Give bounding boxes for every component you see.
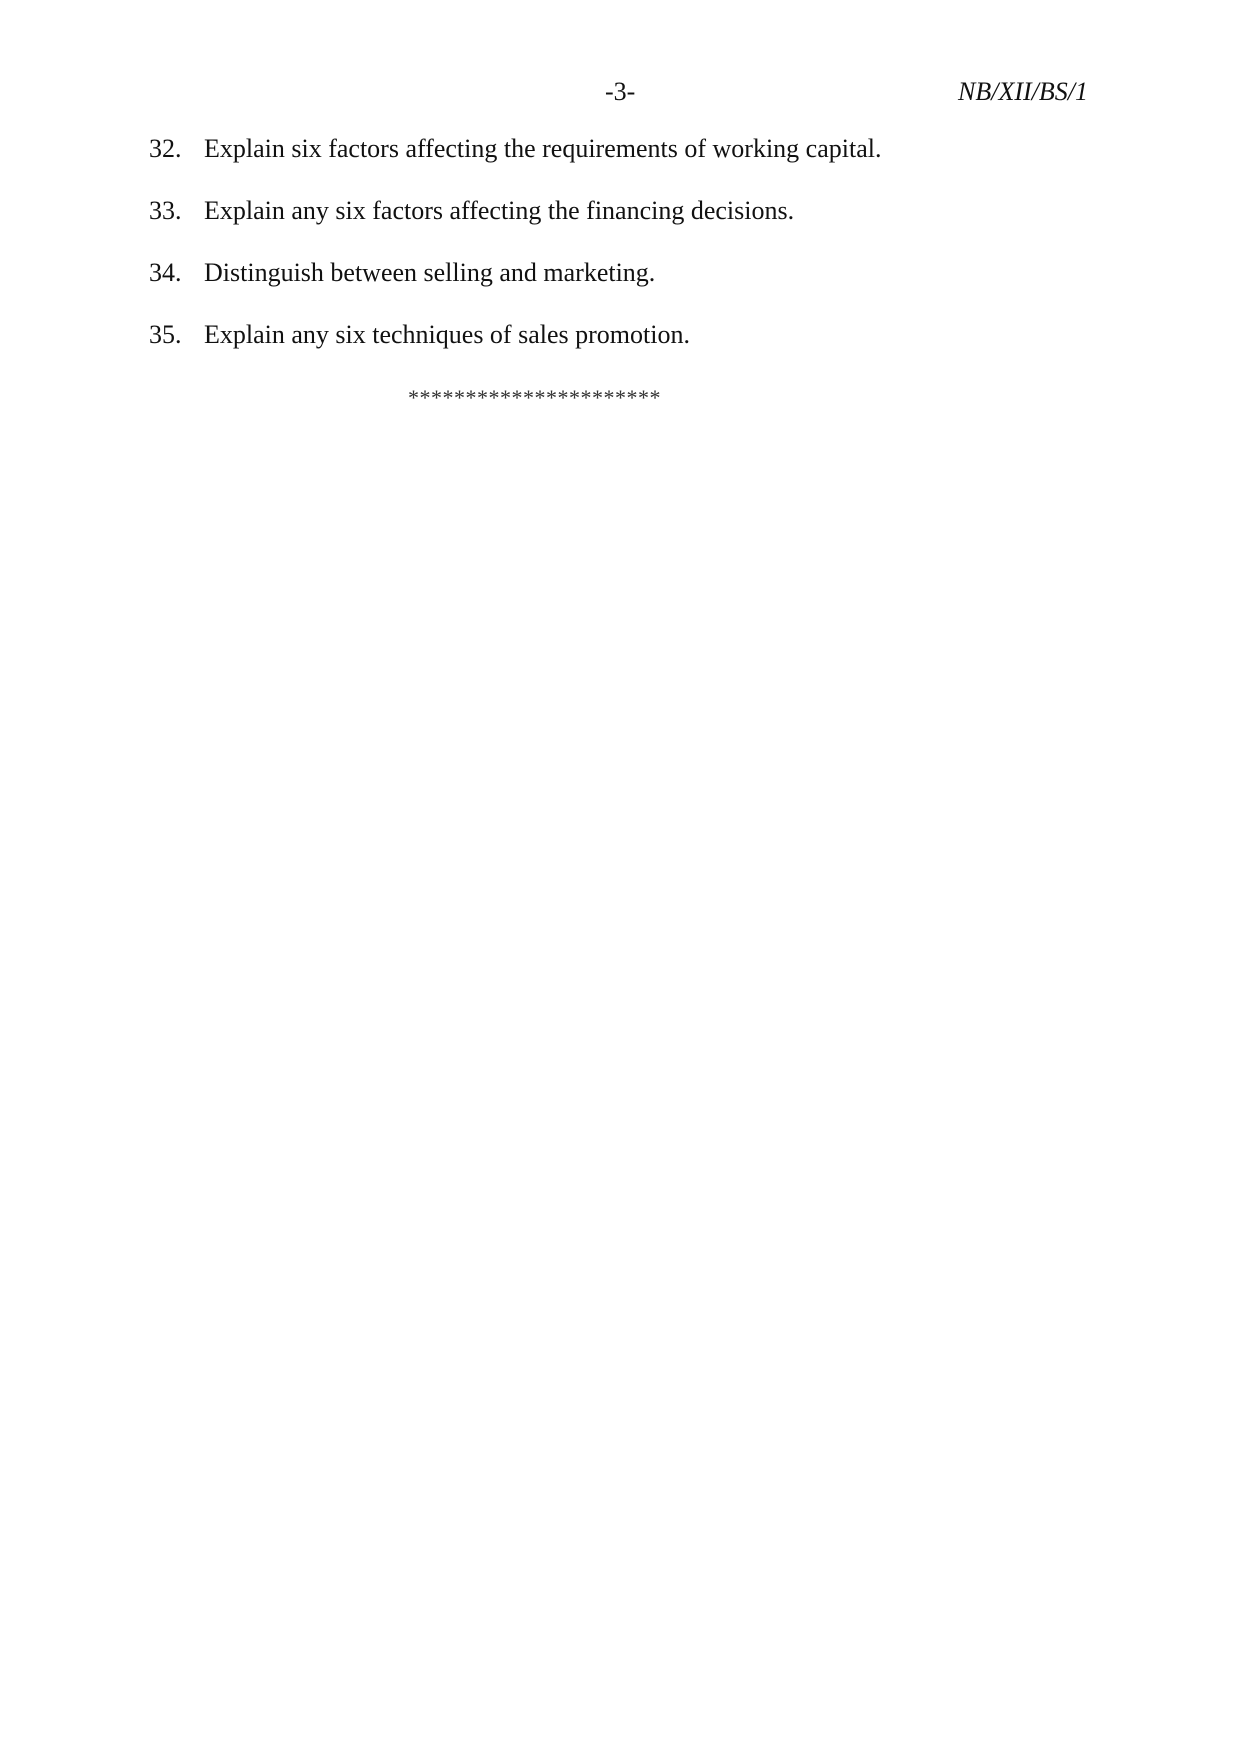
question-text: Explain six factors affecting the requirements of working capital. <box>204 134 882 163</box>
question-text: Explain any six factors affecting the financing decisions. <box>204 196 795 225</box>
question-number: 32. <box>149 134 182 163</box>
question-number: 34. <box>149 258 182 287</box>
question-item <box>149 319 1109 381</box>
question-number: 35. <box>149 320 182 349</box>
page-number: -3- <box>605 77 636 106</box>
question-text: Explain any six techniques of sales promotion. <box>204 320 690 349</box>
question-text: Distinguish between selling and marketing. <box>204 258 656 287</box>
paper-code: NB/XII/BS/1 <box>958 77 1088 106</box>
end-of-paper-mark: ********************** <box>408 385 661 410</box>
question-number: 33. <box>149 196 182 225</box>
question-item <box>149 195 1109 257</box>
question-item <box>149 257 1109 319</box>
question-list <box>149 133 1109 381</box>
question-item <box>149 133 1109 195</box>
